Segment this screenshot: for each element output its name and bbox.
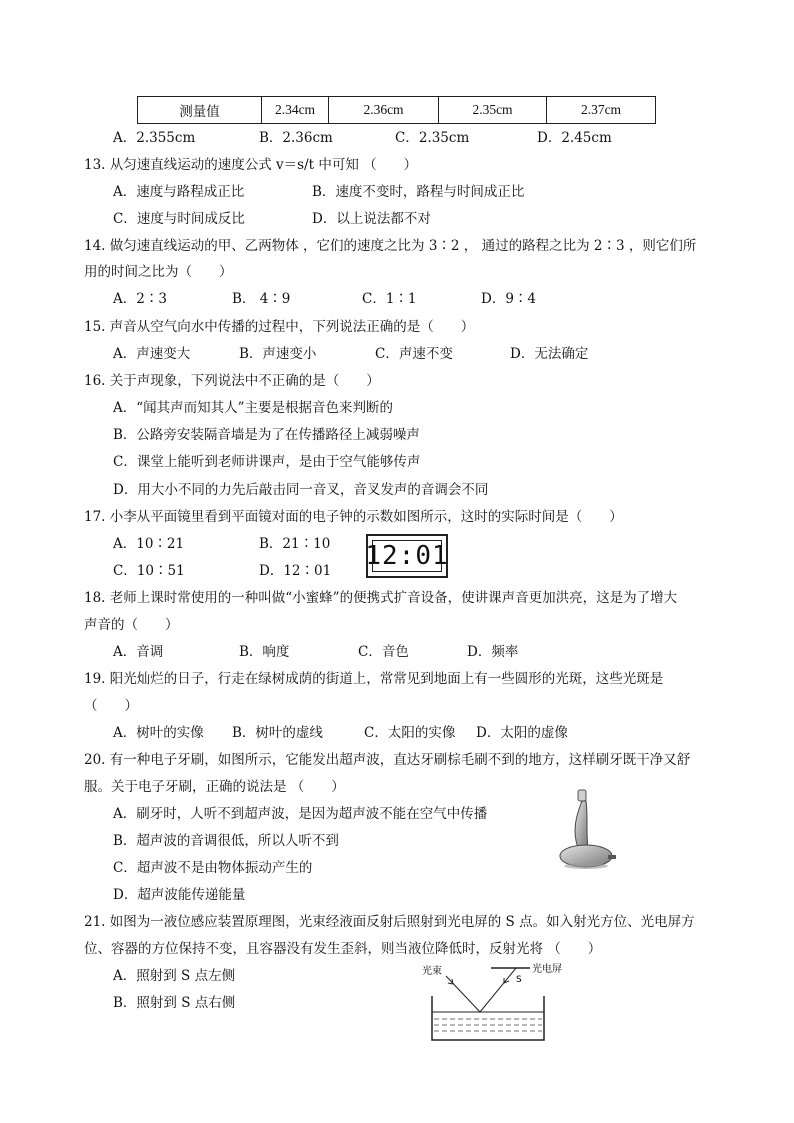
q17-option-c: C．10∶51: [113, 563, 185, 579]
q14-option-d: D．9∶4: [481, 291, 537, 307]
q17-option-a: A．10∶21: [113, 536, 185, 552]
q16-option-c: C．课堂上能听到老师讲课声，是由于空气能够传声: [113, 454, 421, 470]
q21-option-b: B．照射到 S 点右侧: [113, 995, 236, 1011]
q18-stem-line2: 声音的（ ）: [84, 617, 179, 633]
q14-option-c: C．1∶1: [362, 291, 417, 307]
q13-option-d: D．以上说法都不对: [312, 211, 431, 227]
q20-option-c: C．超声波不是由物体振动产生的: [113, 860, 313, 876]
q16-option-d: D．用大小不同的力先后敲击同一音叉，音叉发声的音调会不同: [113, 482, 489, 498]
liquid-level-diagram: [420, 962, 570, 1044]
reflected-ray: [480, 968, 516, 1012]
table-cell: 2.35cm: [439, 97, 547, 124]
q20-stem-line1: 20. 有一种电子牙刷，如图所示，它能发出超声波，直达牙刷棕毛刷不到的地方，这样刷牙既干净又舒: [84, 752, 691, 768]
q19-option-b: B．树叶的虚线: [232, 725, 323, 741]
q12-option-b: B．2.36cm: [259, 130, 333, 146]
point-s-label: S: [516, 975, 522, 985]
q18-option-a: A．音调: [113, 644, 164, 660]
q20-stem-line2: 服。关于电子牙刷，正确的说法是 （ ）: [84, 779, 345, 795]
q19-option-d: D．太阳的虚像: [476, 725, 568, 741]
q14-stem-line2: 用的时间之比为（ ）: [84, 264, 233, 280]
q15-stem: 15. 声音从空气向水中传播的过程中，下列说法正确的是（ ）: [84, 319, 475, 335]
q17-option-b: B．21∶10: [259, 536, 331, 552]
q16-option-b: B．公路旁安装隔音墙是为了在传播路径上减弱噪声: [113, 427, 420, 443]
q19-stem-line1: 19. 阳光灿烂的日子，行走在绿树成荫的街道上，常常见到地面上有一些圆形的光斑，这些光斑是: [84, 671, 664, 687]
digital-clock-figure: [366, 534, 448, 578]
q21-option-a: A．照射到 S 点左侧: [113, 968, 236, 984]
table-cell: 2.34cm: [262, 97, 329, 124]
q15-option-d: D．无法确定: [510, 346, 589, 362]
q17-stem: 17. 小李从平面镜里看到平面镜对面的电子钟的示数如图所示，这时的实际时间是（ ）: [84, 509, 623, 525]
clock-display: 12:01: [365, 541, 449, 571]
q18-option-b: B．响度: [239, 644, 290, 660]
q18-option-d: D．频率: [467, 644, 519, 660]
q18-option-c: C．音色: [358, 644, 409, 660]
q14-option-b: B． 4∶9: [232, 291, 291, 307]
q14-option-a: A．2∶3: [113, 291, 167, 307]
q20-option-d: D．超声波能传递能量: [113, 887, 246, 903]
toothbrush-figure: [548, 786, 628, 874]
q13-stem: 13. 从匀速直线运动的速度公式 v＝s/t 中可知 （ ）: [84, 157, 418, 173]
table-cell: 2.37cm: [547, 97, 656, 124]
incident-ray: [446, 976, 480, 1012]
q14-stem-line1: 14. 做匀速直线运动的甲、乙两物体 ，它们的速度之比为 3∶2 ， 通过的路程之比为 2∶3 ，则它们所: [84, 238, 697, 254]
q13-option-a: A．速度与路程成正比: [113, 184, 245, 200]
q15-option-a: A．声速变大: [113, 346, 191, 362]
table-cell: 2.36cm: [329, 97, 439, 124]
q21-stem-line1: 21. 如图为一液位感应装置原理图，光束经液面反射后照射到光电屏的 S 点。如入射光方位、光电屏方: [84, 914, 695, 930]
q19-stem-line2: （ ）: [84, 698, 138, 714]
measurement-table: [137, 96, 656, 124]
table-row-label: 测量值: [138, 97, 262, 124]
q21-stem-line2: 位、容器的方位保持不变，且容器没有发生歪斜，则当液位降低时，反射光将 （ ）: [84, 941, 602, 957]
q12-option-d: D．2.45cm: [537, 130, 612, 146]
q19-option-c: C．太阳的实像: [364, 725, 456, 741]
q12-option-c: C．2.35cm: [395, 130, 470, 146]
q16-stem: 16. 关于声现象，下列说法中不正确的是（ ）: [84, 373, 380, 389]
q20-option-b: B．超声波的音调很低，所以人听不到: [113, 833, 339, 849]
q18-stem-line1: 18. 老师上课时常使用的一种叫做“小蜜蜂”的便携式扩音设备，使讲课声音更加洪亮，这是为了增大: [84, 590, 678, 606]
q20-option-a: A．刷牙时，人听不到超声波，是因为超声波不能在空气中传播: [113, 806, 488, 822]
beam-label: 光束: [422, 966, 442, 977]
table-row: [138, 97, 656, 124]
screen-label: 光电屏: [532, 964, 562, 975]
reflected-arrow: [504, 978, 509, 983]
q15-option-c: C．声速不变: [375, 346, 453, 362]
q19-option-a: A．树叶的实像: [113, 725, 204, 741]
q16-option-a: A．“闻其声而知其人”主要是根据音色来判断的: [113, 400, 394, 416]
q12-option-a: A．2.355cm: [113, 130, 196, 146]
q13-option-c: C．速度与时间成反比: [113, 211, 245, 227]
q15-option-b: B．声速变小: [239, 346, 317, 362]
q13-option-b: B．速度不变时，路程与时间成正比: [312, 184, 525, 200]
q17-option-d: D．12∶01: [259, 563, 332, 579]
